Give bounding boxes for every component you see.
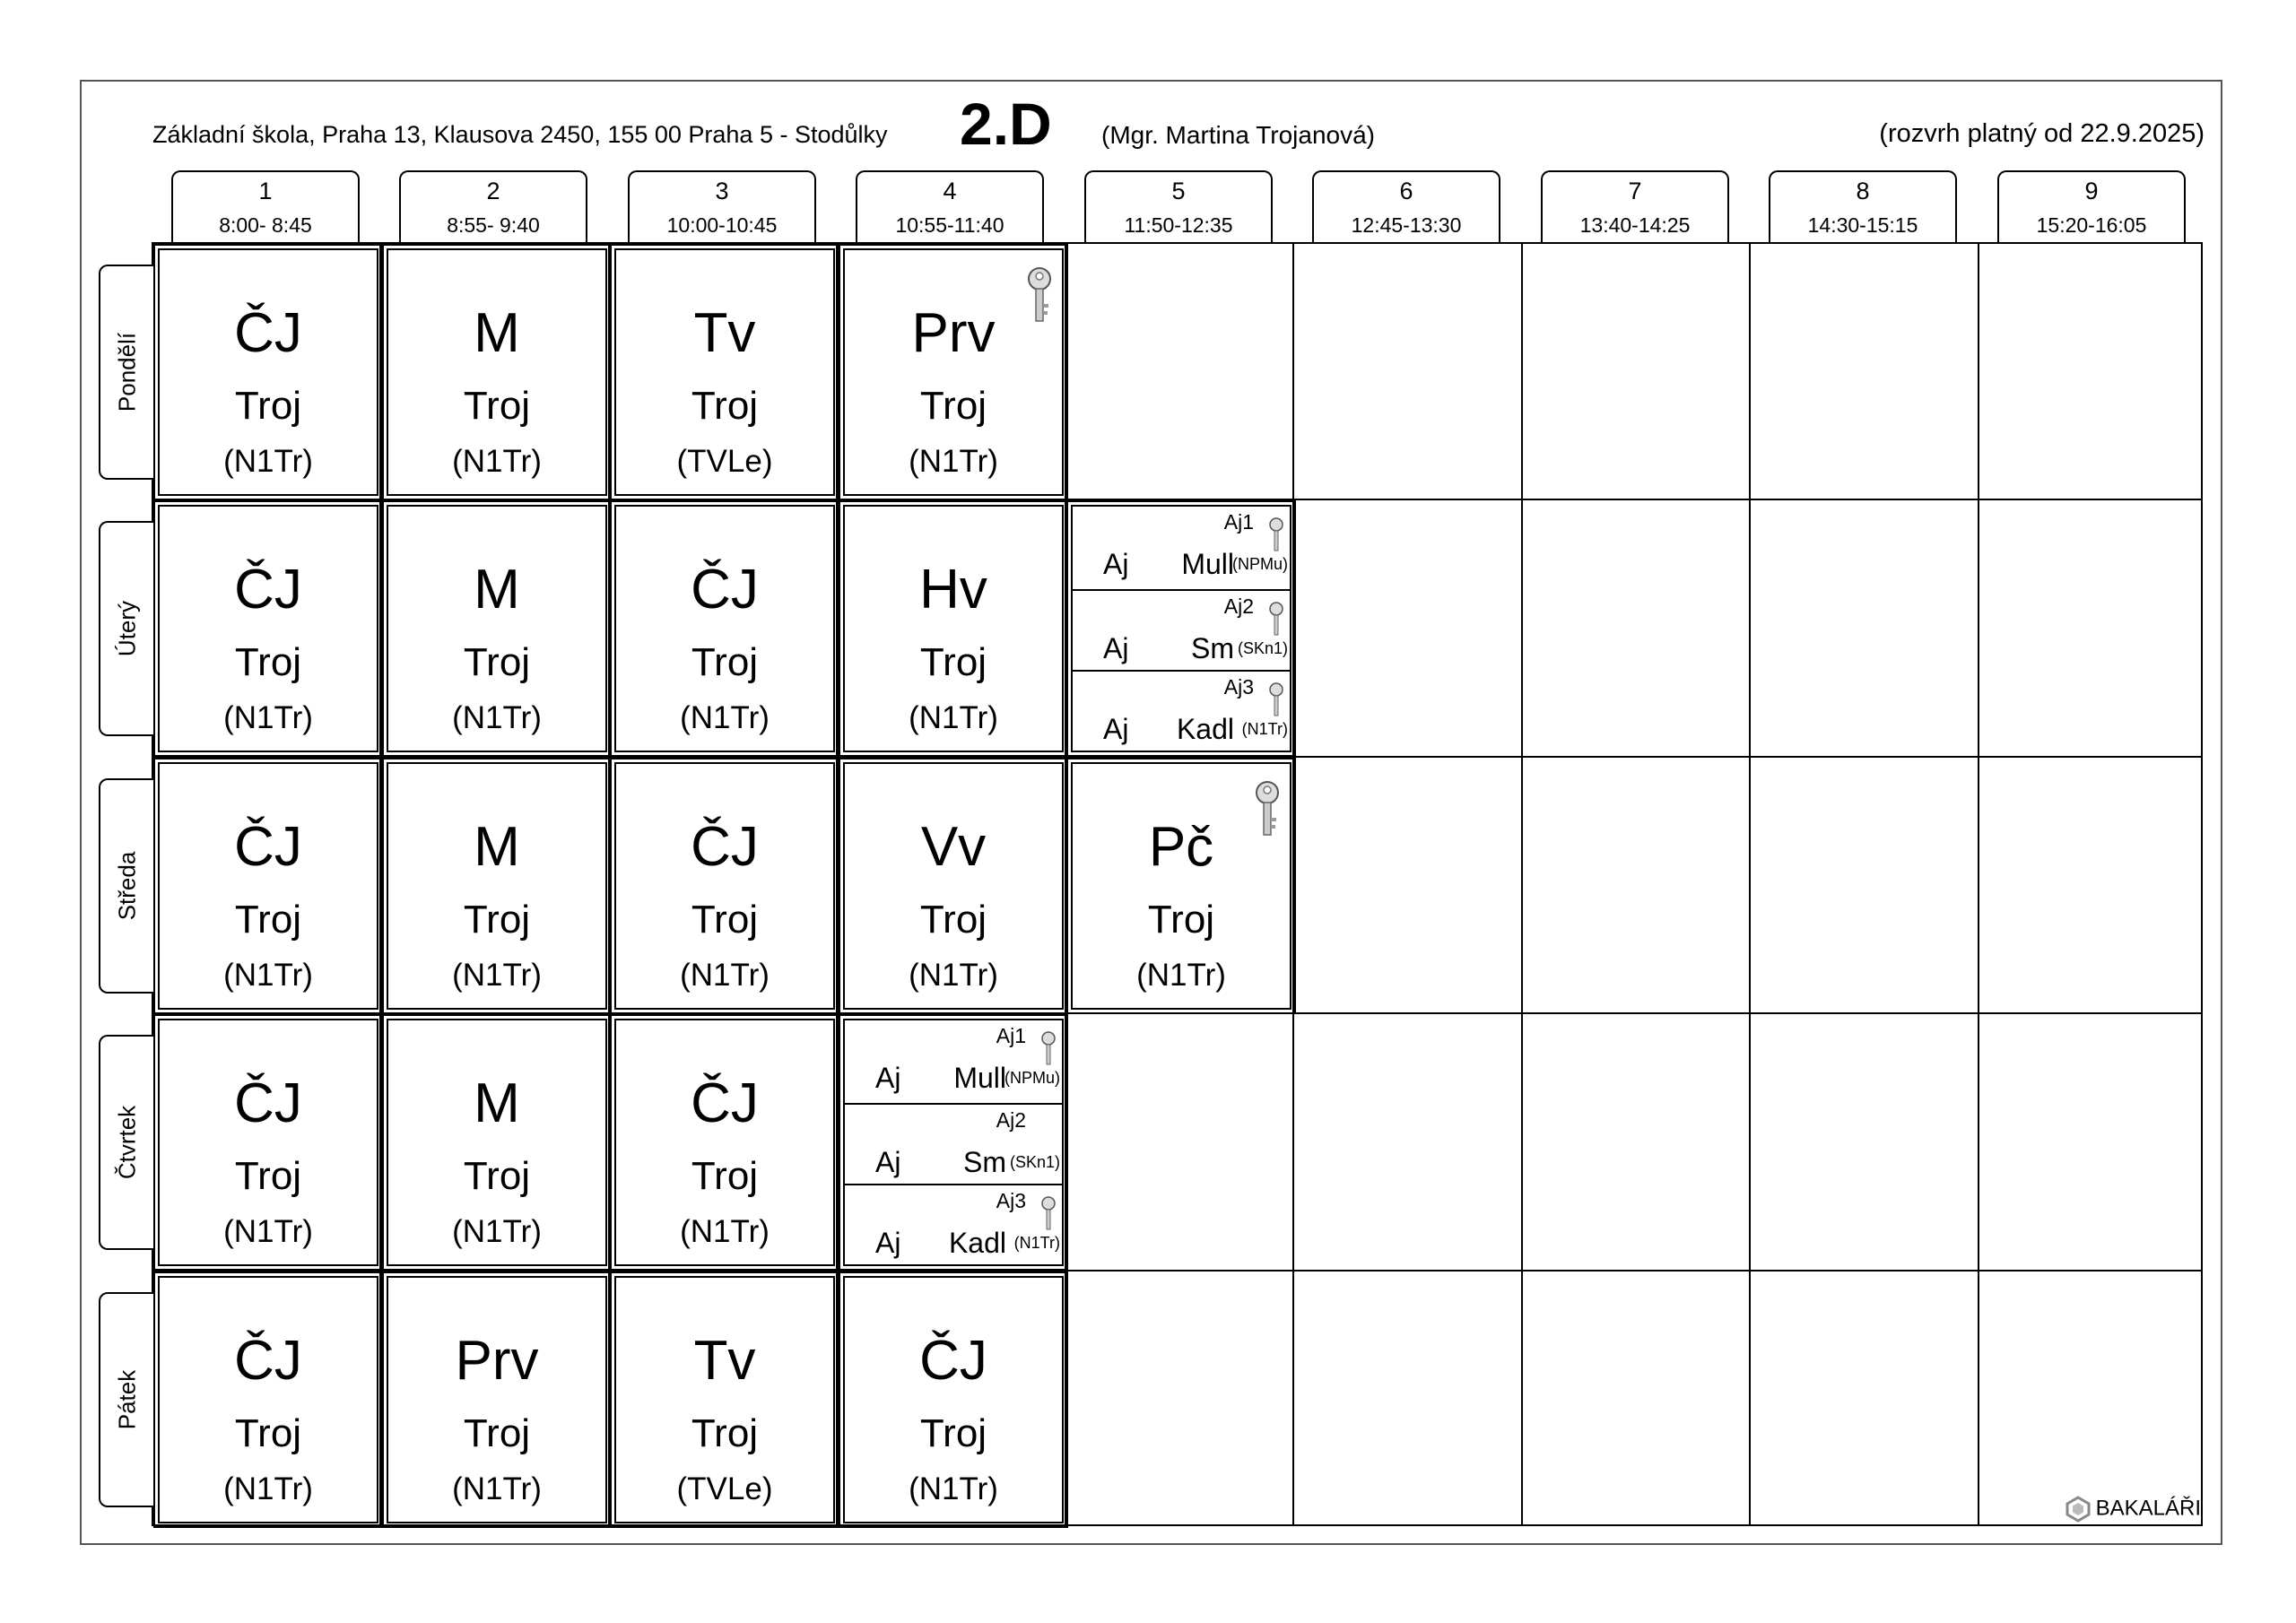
day-tab-tuesday	[99, 521, 153, 736]
period-number: 3	[715, 178, 729, 204]
period-time: 11:50-12:35	[1124, 213, 1233, 237]
lesson-room: (N1Tr)	[452, 444, 542, 479]
lesson-teacher: Troj	[463, 898, 531, 942]
lesson-teacher: Troj	[234, 898, 302, 942]
period-header-8	[1769, 170, 1957, 242]
lesson-teacher: Troj	[691, 1411, 759, 1455]
lesson-room: (N1Tr)	[680, 1214, 770, 1249]
lesson-subject: Tv	[693, 1330, 756, 1392]
lesson-subject: Aj	[875, 1227, 901, 1259]
group-lesson[interactable]	[845, 1020, 1062, 1103]
lesson-subject: Aj	[1103, 632, 1129, 664]
bakalari-logo-icon	[2066, 1496, 2091, 1523]
lesson-teacher: Troj	[691, 384, 759, 428]
lesson-room: (NPMu)	[1004, 1069, 1060, 1087]
lesson-room: (N1Tr)	[909, 958, 998, 993]
group-name: Aj3	[996, 1189, 1026, 1212]
lesson-room: (N1Tr)	[1013, 1234, 1060, 1252]
grid-line	[1521, 242, 1523, 1526]
grid-line	[152, 1270, 2203, 1271]
period-time: 12:45-13:30	[1351, 213, 1462, 237]
period-number: 9	[2084, 178, 2099, 204]
period-time: 10:55-11:40	[895, 213, 1004, 237]
lesson-room: (N1Tr)	[909, 1471, 998, 1506]
school-name: Základní škola, Praha 13, Klausova 2450, 155 00 Praha 5 - Stodůlky	[152, 121, 888, 148]
group-lesson[interactable]	[845, 1103, 1062, 1185]
group-lesson[interactable]	[1073, 670, 1290, 752]
lesson-cell[interactable]	[843, 762, 1064, 1010]
lesson-room: (N1Tr)	[1136, 958, 1226, 993]
grid-line	[1749, 242, 1751, 1526]
lesson-room: (N1Tr)	[452, 958, 542, 993]
lesson-room: (N1Tr)	[680, 700, 770, 735]
lesson-teacher: Sm	[963, 1146, 1006, 1178]
lesson-cell[interactable]	[614, 248, 835, 496]
lesson-cell[interactable]	[1071, 762, 1292, 1010]
lesson-teacher: Troj	[234, 1411, 302, 1455]
lesson-cell[interactable]	[158, 762, 378, 1010]
lesson-subject: Prv	[911, 302, 996, 364]
day-tab-thursday	[99, 1035, 153, 1250]
period-header-5	[1084, 170, 1273, 242]
period-number: 5	[1171, 178, 1186, 204]
period-number: 4	[943, 178, 957, 204]
period-header-2	[399, 170, 587, 242]
lesson-room: (TVLe)	[676, 1471, 773, 1506]
day-tab-monday	[99, 265, 153, 480]
period-number: 6	[1399, 178, 1413, 204]
lesson-room: (N1Tr)	[223, 444, 313, 479]
lesson-cell[interactable]	[387, 248, 607, 496]
key-icon	[1268, 602, 1284, 638]
lesson-cell[interactable]	[158, 1276, 378, 1523]
lesson-cell[interactable]	[158, 248, 378, 496]
lesson-cell[interactable]	[614, 505, 835, 752]
lesson-room: (N1Tr)	[680, 958, 770, 993]
lesson-teacher: Troj	[919, 1411, 987, 1455]
lesson-subject: M	[474, 816, 520, 878]
lesson-subject: ČJ	[234, 559, 302, 621]
day-label: Úterý	[113, 600, 140, 657]
lesson-subject: ČJ	[919, 1330, 987, 1392]
key-icon	[1024, 266, 1055, 325]
period-header-1	[171, 170, 360, 242]
grid-line	[1065, 242, 1066, 1526]
lesson-room: (N1Tr)	[1241, 720, 1288, 738]
lesson-teacher: Troj	[691, 640, 759, 684]
lesson-teacher: Mull	[1181, 548, 1234, 580]
group-name: Aj2	[1223, 595, 1254, 618]
lesson-room: (NPMu)	[1232, 555, 1288, 573]
group-lesson[interactable]	[1073, 589, 1290, 672]
lesson-teacher: Kadl	[948, 1227, 1006, 1259]
lesson-room: (SKn1)	[1237, 639, 1288, 657]
lesson-cell[interactable]	[387, 505, 607, 752]
lesson-teacher: Troj	[463, 1411, 531, 1455]
lesson-subject: Tv	[693, 302, 756, 364]
lesson-subject: ČJ	[691, 816, 759, 878]
lesson-cell[interactable]	[843, 505, 1064, 752]
grid-line	[608, 242, 610, 1526]
lesson-cell[interactable]	[387, 1019, 607, 1266]
grid-line	[1978, 242, 1979, 1526]
lesson-teacher: Troj	[919, 640, 987, 684]
class-name: 2.D	[960, 91, 1052, 157]
grid-line	[152, 499, 2203, 500]
lesson-cell[interactable]	[614, 762, 835, 1010]
lesson-teacher: Troj	[234, 640, 302, 684]
key-icon	[1268, 682, 1284, 718]
bakalari-logo	[2066, 1496, 2201, 1523]
period-header-7	[1541, 170, 1729, 242]
logo-text: BAKALÁŘI	[2095, 1496, 2201, 1521]
validity-date: (rozvrh platný od 22.9.2025)	[1879, 119, 2205, 148]
lesson-subject: ČJ	[691, 1072, 759, 1134]
day-tab-friday	[99, 1292, 153, 1507]
lesson-room: (TVLe)	[676, 444, 773, 479]
grid-line	[379, 242, 381, 1526]
lesson-subject: Aj	[875, 1146, 901, 1178]
day-label: Pátek	[113, 1369, 140, 1430]
day-label: Pondělí	[113, 332, 140, 412]
lesson-teacher: Troj	[234, 1154, 302, 1198]
period-time: 14:30-15:15	[1807, 213, 1918, 237]
lesson-room: (N1Tr)	[223, 958, 313, 993]
lesson-teacher: Sm	[1191, 632, 1234, 664]
period-number: 7	[1628, 178, 1642, 204]
period-header-3	[628, 170, 816, 242]
lesson-subject: M	[474, 302, 520, 364]
lesson-room: (N1Tr)	[452, 700, 542, 735]
period-header-4	[856, 170, 1044, 242]
lesson-subject: Hv	[919, 559, 987, 621]
lesson-subject: Vv	[920, 816, 987, 878]
lesson-subject: ČJ	[234, 816, 302, 878]
lesson-cell[interactable]	[614, 1276, 835, 1523]
lesson-teacher: Troj	[463, 384, 531, 428]
lesson-room: (N1Tr)	[909, 444, 998, 479]
period-number: 1	[258, 178, 273, 204]
grid-line	[152, 756, 2203, 758]
group-name: Aj1	[1223, 510, 1254, 534]
period-time: 10:00-10:45	[666, 213, 778, 237]
lesson-subject: Aj	[875, 1062, 901, 1094]
lesson-room: (N1Tr)	[909, 700, 998, 735]
lesson-subject: M	[474, 559, 520, 621]
group-name: Aj1	[996, 1024, 1026, 1047]
lesson-subject: ČJ	[691, 559, 759, 621]
key-icon	[1040, 1196, 1057, 1232]
split-lesson-cell[interactable]	[1071, 505, 1292, 752]
lesson-teacher: Troj	[919, 898, 987, 942]
lesson-subject: ČJ	[234, 1072, 302, 1134]
period-time: 13:40-14:25	[1579, 213, 1691, 237]
day-label: Čtvrtek	[113, 1105, 140, 1180]
group-lesson[interactable]	[845, 1184, 1062, 1266]
lesson-subject: ČJ	[234, 1330, 302, 1392]
lesson-teacher: Troj	[463, 640, 531, 684]
period-header-6	[1312, 170, 1500, 242]
day-tab-wednesday	[99, 778, 153, 994]
lesson-room: (N1Tr)	[223, 700, 313, 735]
lesson-cell[interactable]	[158, 1019, 378, 1266]
period-header-9	[1997, 170, 2186, 242]
lesson-cell[interactable]	[614, 1019, 835, 1266]
period-time: 8:55- 9:40	[447, 213, 540, 237]
grid-line	[152, 1012, 2203, 1014]
lesson-teacher: Troj	[691, 898, 759, 942]
lesson-cell[interactable]	[158, 505, 378, 752]
lesson-subject: M	[474, 1072, 520, 1134]
lesson-subject: Aj	[1103, 548, 1129, 580]
group-lesson[interactable]	[1073, 507, 1290, 589]
period-number: 2	[486, 178, 500, 204]
key-icon	[1268, 517, 1284, 553]
lesson-room: (N1Tr)	[452, 1214, 542, 1249]
lesson-subject: ČJ	[234, 302, 302, 364]
period-time: 15:20-16:05	[2036, 213, 2147, 237]
lesson-teacher: Troj	[919, 384, 987, 428]
lesson-teacher: Troj	[1147, 898, 1215, 942]
key-icon	[1040, 1031, 1057, 1067]
class-teacher: (Mgr. Martina Trojanová)	[1101, 121, 1375, 149]
lesson-cell[interactable]	[387, 762, 607, 1010]
lesson-room: (N1Tr)	[452, 1471, 542, 1506]
grid-line	[836, 242, 838, 1526]
lesson-subject: Pč	[1148, 816, 1214, 878]
lesson-teacher: Troj	[691, 1154, 759, 1198]
lesson-cell[interactable]	[387, 1276, 607, 1523]
grid-line	[1292, 242, 1294, 1526]
period-time: 8:00- 8:45	[219, 213, 312, 237]
split-lesson-cell[interactable]	[843, 1019, 1064, 1266]
lesson-subject: Prv	[455, 1330, 539, 1392]
lesson-cell[interactable]	[843, 248, 1064, 496]
lesson-room: (N1Tr)	[223, 1471, 313, 1506]
day-label: Středa	[113, 851, 140, 921]
group-name: Aj2	[996, 1108, 1026, 1132]
lesson-teacher: Troj	[463, 1154, 531, 1198]
lesson-room: (N1Tr)	[223, 1214, 313, 1249]
lesson-teacher: Troj	[234, 384, 302, 428]
group-name: Aj3	[1223, 675, 1254, 699]
key-icon	[1252, 780, 1283, 839]
period-number: 8	[1856, 178, 1870, 204]
lesson-teacher: Kadl	[1176, 713, 1234, 745]
lesson-teacher: Mull	[953, 1062, 1006, 1094]
lesson-cell[interactable]	[843, 1276, 1064, 1523]
lesson-room: (SKn1)	[1009, 1153, 1060, 1171]
lesson-subject: Aj	[1103, 713, 1129, 745]
